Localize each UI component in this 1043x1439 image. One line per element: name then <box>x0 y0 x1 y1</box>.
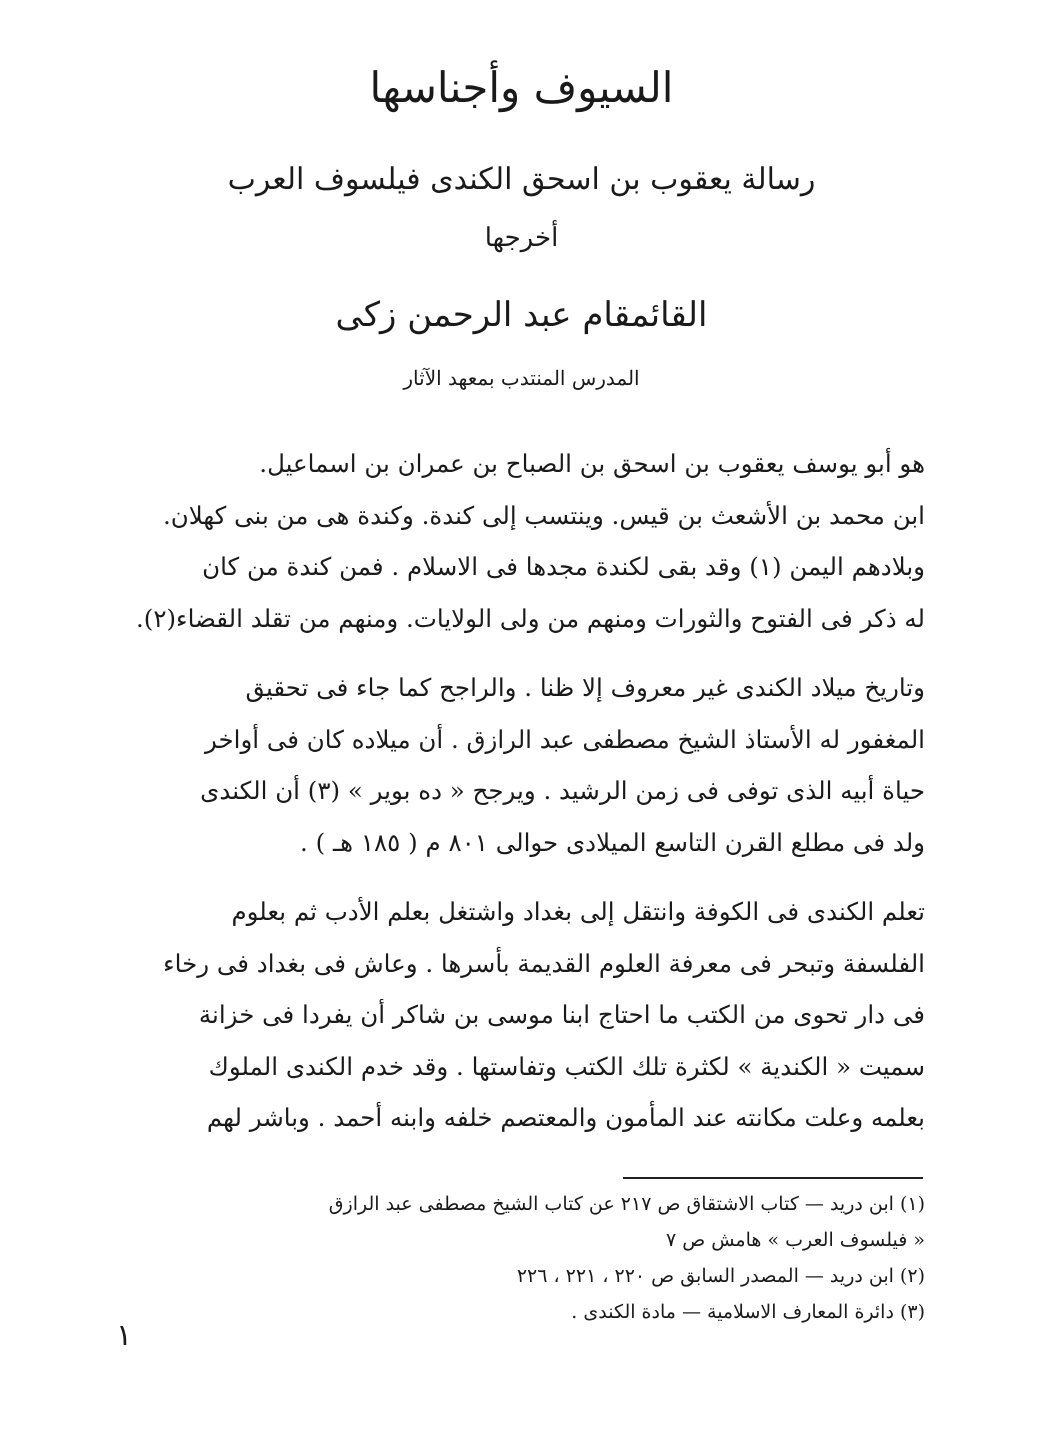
body-text <box>115 438 925 1144</box>
footnotes <box>115 1186 925 1330</box>
text-line: بعلمه وعلت مكانته عند المأمون والمعتصم خلفه وابنه أحمد . وباشر لهم <box>206 1103 925 1132</box>
text-line: وبلادهم اليمن (١) وقد بقى لكندة مجدها فى الاسلام . فمن كندة من كان <box>202 552 925 581</box>
author-affiliation: المدرس المنتدب بمعهد الآثار <box>403 366 640 390</box>
footnote: (٣) دائرة المعارف الاسلامية — مادة الكندى . <box>571 1301 925 1323</box>
text-line: هو أبو يوسف يعقوب بن اسحق بن الصباح بن عمران بن اسماعيل. <box>259 449 925 478</box>
text-line: حياة أبيه الذى توفى فى زمن الرشيد . ويرجح « ده بوير » (٣) أن الكندى <box>200 776 925 805</box>
paragraph-1 <box>115 438 925 644</box>
edited-by-label: أخرجها <box>484 223 559 253</box>
text-line: وتاريخ ميلاد الكندى غير معروف إلا ظنا . والراجح كما جاء فى تحقيق <box>245 673 925 702</box>
footnote: (٢) ابن دريد — المصدر السابق ص ٢٢٠ ، ٢٢١ ، ٢٢٦ <box>516 1265 925 1287</box>
footnote: (١) ابن دريد — كتاب الاشتقاق ص ٢١٧ عن كتاب الشيخ مصطفى عبد الرازق <box>328 1193 925 1215</box>
document-subtitle: رسالة يعقوب بن اسحق الكندى فيلسوف العرب <box>227 162 816 197</box>
text-line: الفلسفة وتبحر فى معرفة العلوم القديمة بأسرها . وعاش فى بغداد فى رخاء <box>163 948 925 978</box>
paragraph-2 <box>115 662 925 868</box>
text-line: المغفور له الأستاذ الشيخ مصطفى عبد الرازق . أن ميلاده كان فى أواخر <box>204 724 925 754</box>
text-line: له ذكر فى الفتوح والثورات ومنهم من ولى الولايات. ومنهم من تقلد القضاء(٢). <box>135 603 925 633</box>
page-number: ١ <box>116 1318 133 1353</box>
text-line: ولد فى مطلع القرن التاسع الميلادى حوالى ٨٠١ م ( ١٨٥ هـ ) . <box>300 827 925 857</box>
footnote-separator <box>623 1177 923 1179</box>
paragraph-3 <box>115 886 925 1144</box>
document-title: السيوف وأجناسها <box>369 63 674 112</box>
footnote: « فيلسوف العرب » هامش ص ٧ <box>665 1229 925 1251</box>
text-line: تعلم الكندى فى الكوفة وانتقل إلى بغداد واشتغل بعلم الأدب ثم بعلوم <box>231 897 925 926</box>
author-name: القائمقام عبد الرحمن زكى <box>335 295 708 335</box>
text-line: فى دار تحوى من الكتب ما احتاج ابنا موسى بن شاكر أن يفردا فى خزانة <box>198 1000 925 1029</box>
text-line: سميت « الكندية » لكثرة تلك الكتب وتفاستها . وقد خدم الكندى الملوك <box>208 1051 925 1081</box>
text-line: ابن محمد بن الأشعث بن قيس. وينتسب إلى كندة. وكندة هى من بنى كهلان. <box>162 500 925 530</box>
